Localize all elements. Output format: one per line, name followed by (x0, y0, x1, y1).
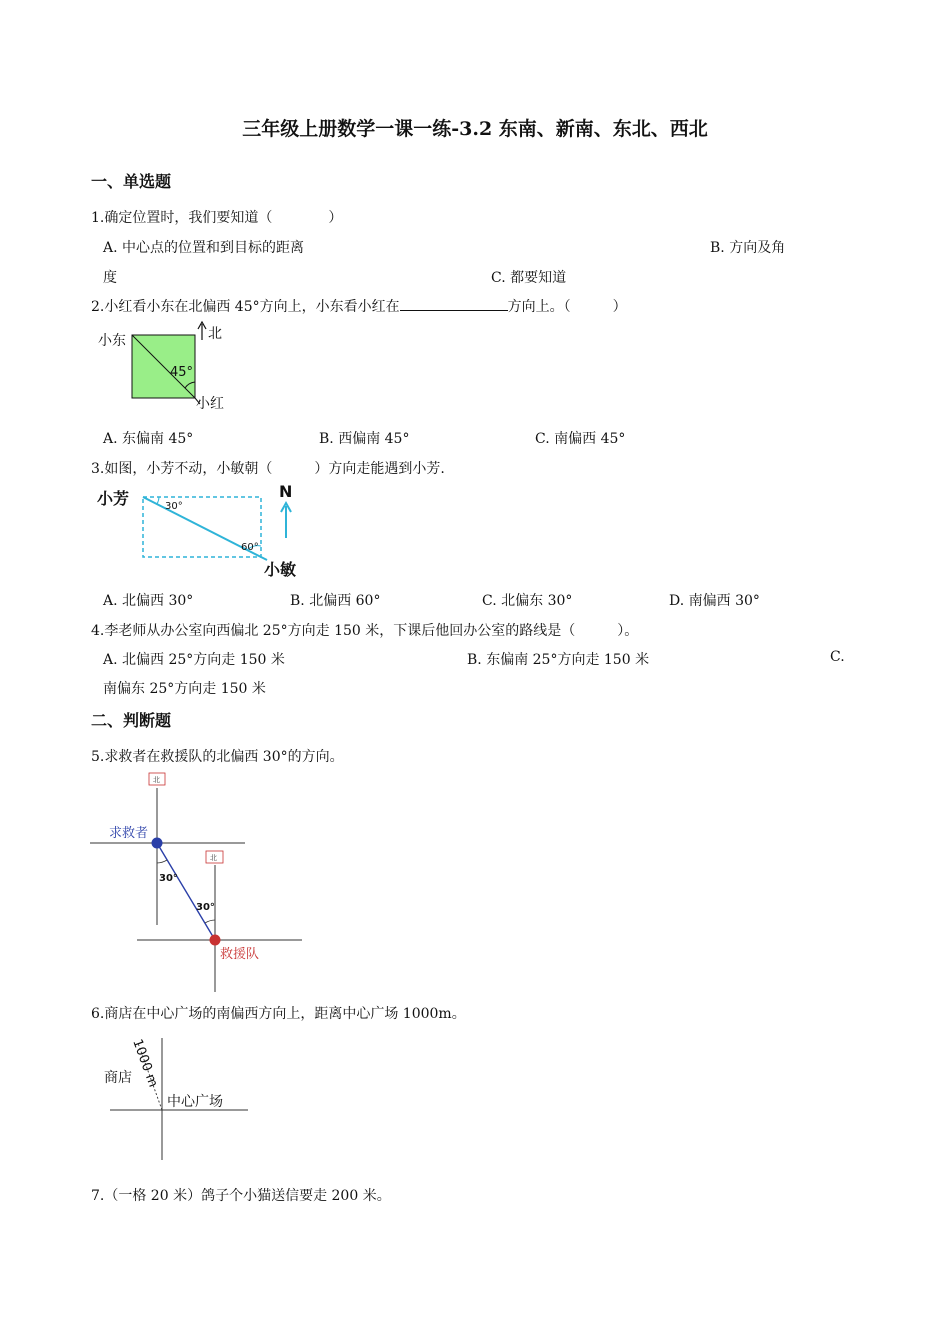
question-4-option-b[interactable]: B. 东偏南 25°方向走 150 米 (467, 652, 650, 668)
seeker-angle-arc (157, 860, 167, 863)
question-2-option-c[interactable]: C. 南偏西 45° (535, 431, 626, 447)
question-3-option-c[interactable]: C. 北偏东 30° (482, 593, 573, 609)
question-3-option-a[interactable]: A. 北偏西 30° (103, 593, 194, 609)
label-xiaohong: 小红 (196, 396, 224, 412)
team-label: 救援队 (220, 947, 260, 962)
question-1-option-b-continued: 度 (103, 270, 117, 286)
question-7-stem: 7.（一格 20 米）鸽子个小猫送信要走 200 米。 (91, 1188, 391, 1204)
question-2-option-b[interactable]: B. 西偏南 45° (319, 431, 410, 447)
label-xiaomin: 小敏 (264, 560, 297, 579)
question-4-stem: 4.李老师从办公室向西偏北 25°方向走 150 米，下课后他回办公室的路线是（ ）。 (91, 623, 639, 639)
section-heading-true-false: 二、判断题 (91, 711, 172, 730)
question-4-option-a[interactable]: A. 北偏西 25°方向走 150 米 (103, 652, 285, 668)
question-5-stem: 5.求救者在救援队的北偏西 30°的方向。 (91, 749, 344, 765)
question-6-stem: 6.商店在中心广场的南偏西方向上，距离中心广场 1000m。 (91, 1006, 466, 1022)
question-3-stem: 3.如图，小芳不动，小敏朝（ ）方向走能遇到小芳. (91, 461, 445, 477)
answer-blank[interactable] (400, 296, 508, 311)
label-north: 北 (208, 326, 222, 342)
seeker-angle-label: 30° (159, 873, 178, 884)
seeker-point (152, 838, 163, 849)
angle-arc-30 (157, 497, 159, 504)
label-xiaofang: 小芳 (97, 489, 130, 508)
label-xiaodong: 小东 (98, 333, 126, 349)
question-3-option-b[interactable]: B. 北偏西 60° (290, 593, 381, 609)
question-1-option-a[interactable]: A. 中心点的位置和到目标的距离 (103, 240, 305, 256)
distance-label: 1000 m (129, 1037, 161, 1090)
question-4-option-c-continued: 南偏东 25°方向走 150 米 (103, 681, 266, 697)
shop-label: 商店 (104, 1070, 132, 1086)
label-angle-60: 60° (241, 542, 259, 553)
question-3-figure (95, 480, 315, 580)
seeker-label: 求救者 (109, 826, 149, 841)
section-heading-single-choice: 一、单选题 (91, 172, 172, 191)
team-north-label: 北 (210, 854, 217, 862)
team-angle-arc (205, 920, 215, 923)
team-point (210, 935, 221, 946)
page-title: 三年级上册数学一课一练-3.2 东南、新南、东北、西北 (242, 118, 708, 140)
question-1-option-b[interactable]: B. 方向及角 (710, 240, 786, 256)
question-2-stem-part-2: 方向上。（ ） (507, 299, 627, 315)
question-5-figure (90, 770, 310, 995)
question-2-stem-part-1: 2.小红看小东在北偏西 45°方向上，小东看小红在 (91, 299, 400, 315)
question-1-stem: 1.确定位置时，我们要知道（ ） (91, 210, 343, 226)
question-2-figure (90, 318, 240, 418)
seeker-north-label: 北 (153, 776, 160, 784)
question-3-option-d[interactable]: D. 南偏西 30° (669, 593, 760, 609)
center-square-label: 中心广场 (167, 1094, 223, 1110)
question-2-option-a[interactable]: A. 东偏南 45° (103, 431, 194, 447)
question-2-stem (91, 296, 627, 316)
label-angle-45: 45° (170, 365, 194, 380)
question-4-option-c[interactable]: C. (830, 649, 845, 665)
question-6-figure (100, 1035, 260, 1165)
question-1-option-c[interactable]: C. 都要知道 (491, 270, 567, 286)
team-angle-label: 30° (196, 902, 215, 913)
label-angle-30: 30° (165, 501, 183, 512)
label-n: N (279, 482, 293, 501)
